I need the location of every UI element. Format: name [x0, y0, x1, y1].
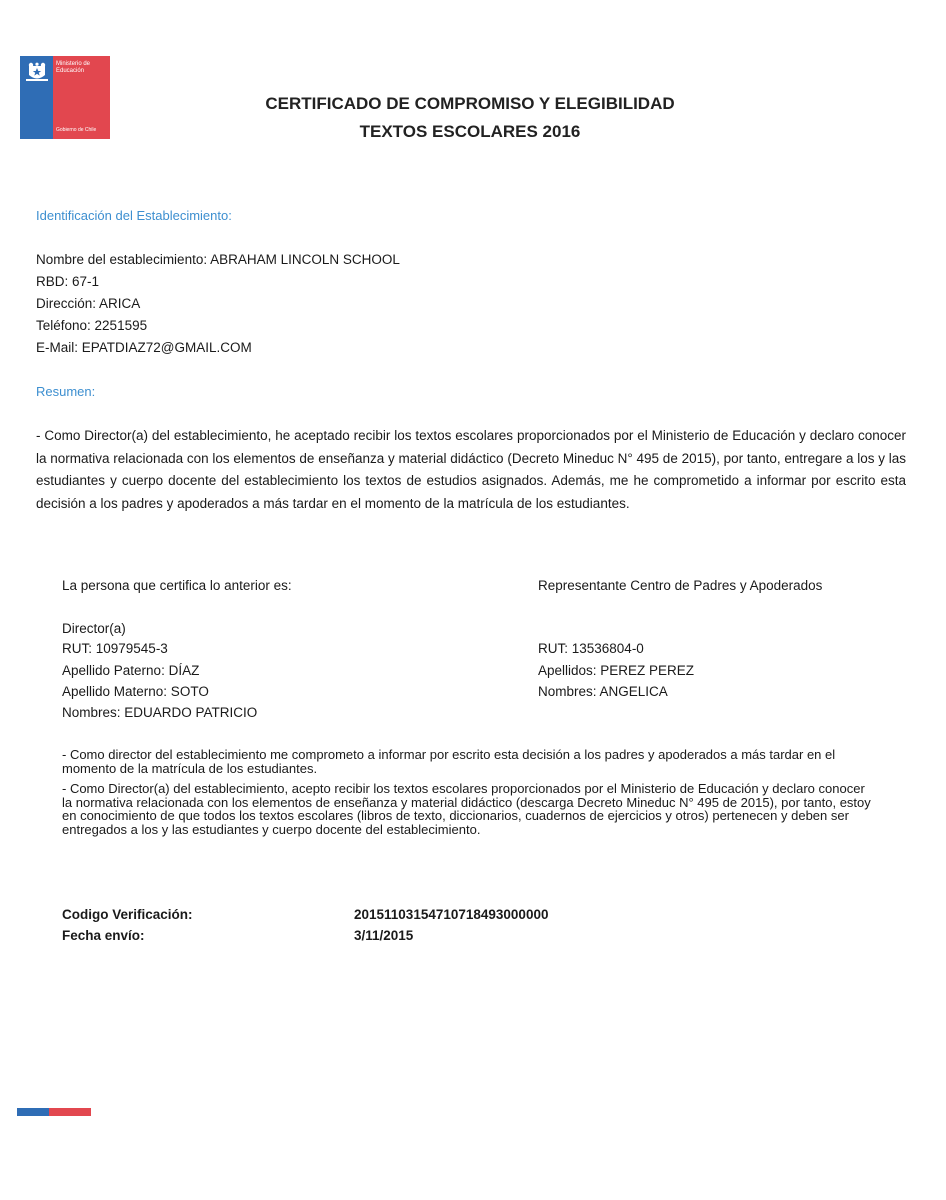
school-address: Dirección: ARICA [36, 296, 141, 311]
director-role: Director(a) [62, 621, 126, 636]
compromiso-note: - Como director del establecimiento me comprometo a informar por escrito esta decisión a los padres y apoderados a más tardar en el momento de la matrícula de los estudiantes. [62, 747, 836, 776]
aceptacion-note: - Como Director(a) del establecimiento, acepto recibir los textos escolares proporcionados por el Ministerio de Educación y declaro conocer la normativa relacionada con los elementos de enseñanza y material didáctico (descarga Decreto Mineduc N° 495 de 2015), por tanto, estoy en conocimiento de que todos los textos escolares (libros de texto, diccionarios, cuadernos de ejercicios y otros) pertenecen y deben ser entregados a los y las estudiantes y cuerpo docente del establecimiento. [62, 781, 871, 837]
representante-rut: RUT: 13536804-0 [538, 641, 644, 656]
director-rut: RUT: 10979545-3 [62, 641, 168, 656]
logo-blue-band [20, 56, 53, 139]
director-apellido-materno: Apellido Materno: SOTO [62, 684, 209, 699]
school-email: E-Mail: EPATDIAZ72@GMAIL.COM [36, 340, 252, 355]
representante-nombres: Nombres: ANGELICA [538, 684, 668, 699]
director-apellido-paterno: Apellido Paterno: DÍAZ [62, 663, 200, 678]
document-title: CERTIFICADO DE COMPROMISO Y ELEGIBILIDAD [265, 94, 675, 113]
resumen-text: - Como Director(a) del establecimiento, he aceptado recibir los textos escolares proporcionados por el Ministerio de Educación y declaro conocer la normativa relacionada con los elementos de enseñanza y material didáctico (Decreto Mineduc N° 495 de 2015), por tanto, entregare a los y las estudiantes y cuerpo docente del establecimiento los textos de estudios asignados. Además, me he comprometido a informar por escrito esta decisión a los padres y apoderados a más tardar en el momento de la matrícula de los estudiantes. [36, 428, 906, 511]
ministry-name: Ministerio de Educación [56, 61, 91, 74]
certifica-heading: La persona que certifica lo anterior es: [62, 578, 292, 593]
footer-flag-bar [17, 1108, 91, 1116]
document-subtitle: TEXTOS ESCOLARES 2016 [359, 122, 581, 141]
fecha-label: Fecha envío: [62, 928, 145, 943]
codigo-label: Codigo Verificación: [62, 907, 193, 922]
school-phone: Teléfono: 2251595 [36, 318, 148, 333]
director-nombres: Nombres: EDUARDO PATRICIO [62, 705, 258, 720]
footer-blue-segment [17, 1108, 49, 1116]
fecha-value: 3/11/2015 [354, 928, 414, 943]
footer-red-segment [49, 1108, 91, 1116]
school-name: Nombre del establecimiento: ABRAHAM LINCOLN SCHOOL [36, 252, 400, 267]
ministry-logo [20, 56, 110, 139]
logo-red-band [53, 56, 110, 139]
coat-of-arms-icon [25, 62, 49, 84]
codigo-value: 20151103154710718493000000 [354, 907, 549, 922]
resumen-heading: Resumen: [36, 384, 96, 399]
government-name: Gobierno de Chile [56, 127, 97, 133]
identificacion-heading: Identificación del Establecimiento: [36, 208, 232, 223]
school-rbd: RBD: 67-1 [36, 274, 100, 289]
representante-heading: Representante Centro de Padres y Apoderados [538, 578, 823, 593]
representante-apellidos: Apellidos: PEREZ PEREZ [538, 663, 695, 678]
